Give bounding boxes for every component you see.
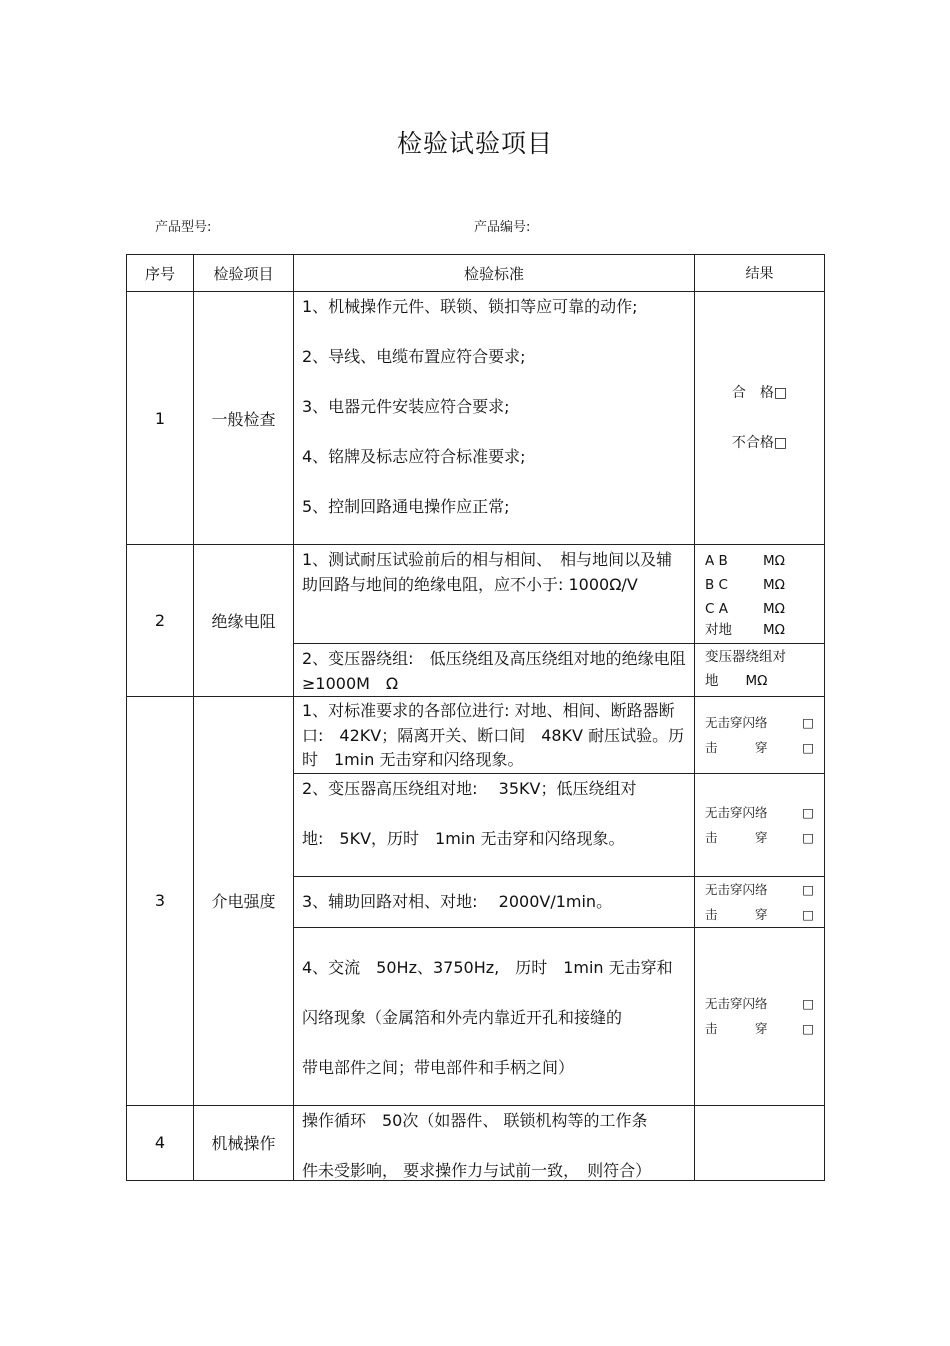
row-number: 1 bbox=[127, 292, 194, 545]
result-label: 无击穿闪络 bbox=[705, 804, 768, 820]
standard-line: 闪络现象（金属箔和外壳内靠近开孔和接缝的 bbox=[302, 1007, 623, 1027]
checkbox[interactable]: □ bbox=[802, 906, 814, 922]
standard-line: 地: 5KV，历时 1min 无击穿和闪络现象。 bbox=[302, 828, 625, 848]
table-row bbox=[127, 292, 825, 545]
row-standard: 2、变压器绕组: 低压绕组及高压绕组对地的绝缘电阻 ≥1000M Ω bbox=[294, 644, 695, 697]
pass-checkbox[interactable]: 合 格□ bbox=[731, 385, 788, 401]
standard-line: 带电部件之间；带电部件和手柄之间） bbox=[302, 1057, 575, 1077]
header-standard: 检验标准 bbox=[294, 255, 695, 292]
phase-label: C A bbox=[705, 601, 728, 617]
phase-label: A B bbox=[705, 553, 728, 569]
product-serial-label: 产品编号: bbox=[474, 220, 531, 235]
result-label: 击 穿 bbox=[705, 906, 768, 922]
unit-label: MΩ bbox=[763, 577, 785, 593]
checkbox[interactable]: □ bbox=[802, 881, 814, 897]
checkbox[interactable]: □ bbox=[802, 739, 814, 755]
flashover-check[interactable] bbox=[705, 710, 814, 735]
unit-label: MΩ bbox=[763, 601, 785, 617]
row-standard bbox=[294, 292, 695, 545]
resistance-ab bbox=[705, 549, 814, 573]
standard-line: 件未受影响， 要求操作力与试前一致， 则符合） bbox=[302, 1160, 652, 1180]
header-no: 序号 bbox=[127, 255, 194, 292]
row-result bbox=[695, 697, 825, 774]
row-number: 4 bbox=[127, 1105, 194, 1180]
transformer-resistance-result bbox=[695, 644, 825, 697]
unit-label: MΩ bbox=[763, 622, 785, 638]
phase-label: 对地 bbox=[705, 622, 732, 638]
standard-line: 5、控制回路通电操作应正常; bbox=[302, 497, 510, 516]
unit-label: MΩ bbox=[763, 553, 785, 569]
standard-line: 4、铭牌及标志应符合标准要求; bbox=[302, 447, 526, 466]
page-title: 检验试验项目 bbox=[396, 129, 553, 158]
header-result: 结果 bbox=[695, 255, 825, 292]
row-number: 2 bbox=[127, 545, 194, 697]
row-standard bbox=[294, 1105, 695, 1180]
breakdown-check[interactable] bbox=[705, 735, 814, 760]
resistance-ca bbox=[705, 597, 814, 621]
result-line: 变压器绕组对 bbox=[705, 649, 786, 665]
row-result bbox=[695, 292, 825, 545]
result-label: 无击穿闪络 bbox=[705, 996, 768, 1011]
row-result bbox=[695, 927, 825, 1105]
row-standard: 3、辅助回路对相、对地: 2000V/1min。 bbox=[294, 876, 695, 927]
resistance-results bbox=[695, 545, 825, 644]
row-item: 绝缘电阻 bbox=[194, 545, 294, 697]
row-number: 3 bbox=[127, 697, 194, 1106]
result-label: 无击穿闪络 bbox=[705, 714, 768, 730]
result-label: 击 穿 bbox=[705, 1021, 768, 1036]
row-item: 介电强度 bbox=[194, 697, 294, 1106]
result-line: 地 MΩ bbox=[705, 673, 768, 689]
standard-line: 1、机械操作元件、联锁、锁扣等应可靠的动作; bbox=[302, 297, 638, 316]
flashover-check[interactable] bbox=[705, 877, 814, 902]
standard-line: 操作循环 50次（如器件、 联锁机构等的工作条 bbox=[302, 1110, 648, 1130]
inspection-table bbox=[126, 254, 825, 1181]
row-result bbox=[695, 876, 825, 927]
checkbox[interactable]: □ bbox=[802, 804, 814, 820]
breakdown-check[interactable] bbox=[705, 1016, 814, 1041]
resistance-bc bbox=[705, 573, 814, 597]
checkbox[interactable]: □ bbox=[802, 829, 814, 845]
standard-line: 2、导线、电缆布置应符合要求; bbox=[302, 347, 526, 366]
fail-checkbox[interactable]: 不合格□ bbox=[731, 435, 788, 451]
standard-line: 3、电器元件安装应符合要求; bbox=[302, 397, 510, 416]
row-result[interactable] bbox=[695, 1105, 825, 1180]
flashover-check[interactable] bbox=[705, 800, 814, 825]
row-result bbox=[695, 773, 825, 876]
breakdown-check[interactable] bbox=[705, 902, 814, 927]
breakdown-check[interactable] bbox=[705, 825, 814, 850]
product-model-label: 产品型号: bbox=[155, 220, 212, 235]
result-label: 击 穿 bbox=[705, 739, 768, 755]
standard-line: 4、交流 50Hz、3750Hz, 历时 1min 无击穿和 bbox=[302, 957, 673, 977]
checkbox[interactable]: □ bbox=[802, 714, 814, 730]
result-label: 击 穿 bbox=[705, 829, 768, 845]
standard-line: 2、变压器高压绕组对地: 35KV；低压绕组对 bbox=[302, 778, 637, 798]
flashover-check[interactable] bbox=[705, 991, 814, 1016]
table-row bbox=[127, 545, 825, 644]
row-standard bbox=[294, 773, 695, 876]
checkbox[interactable]: □ bbox=[802, 996, 814, 1011]
table-header-row bbox=[127, 255, 825, 292]
row-item: 一般检查 bbox=[194, 292, 294, 545]
result-label: 无击穿闪络 bbox=[705, 881, 768, 897]
table-row bbox=[127, 1105, 825, 1180]
resistance-ground bbox=[705, 621, 814, 641]
row-item: 机械操作 bbox=[194, 1105, 294, 1180]
header-item: 检验项目 bbox=[194, 255, 294, 292]
phase-label: B C bbox=[705, 577, 728, 593]
row-standard: 1、对标准要求的各部位进行: 对地、相间、断路器断口: 42KV；隔离开关、断口间 48KV 耐压试验。历时 1min 无击穿和闪络现象。 bbox=[294, 697, 695, 774]
checkbox[interactable]: □ bbox=[802, 1021, 814, 1036]
table-row bbox=[127, 697, 825, 774]
row-standard bbox=[294, 927, 695, 1105]
row-standard: 1、测试耐压试验前后的相与相间、 相与地间以及辅助回路与地间的绝缘电阻，应不小于: 1000Ω/V bbox=[294, 545, 695, 644]
